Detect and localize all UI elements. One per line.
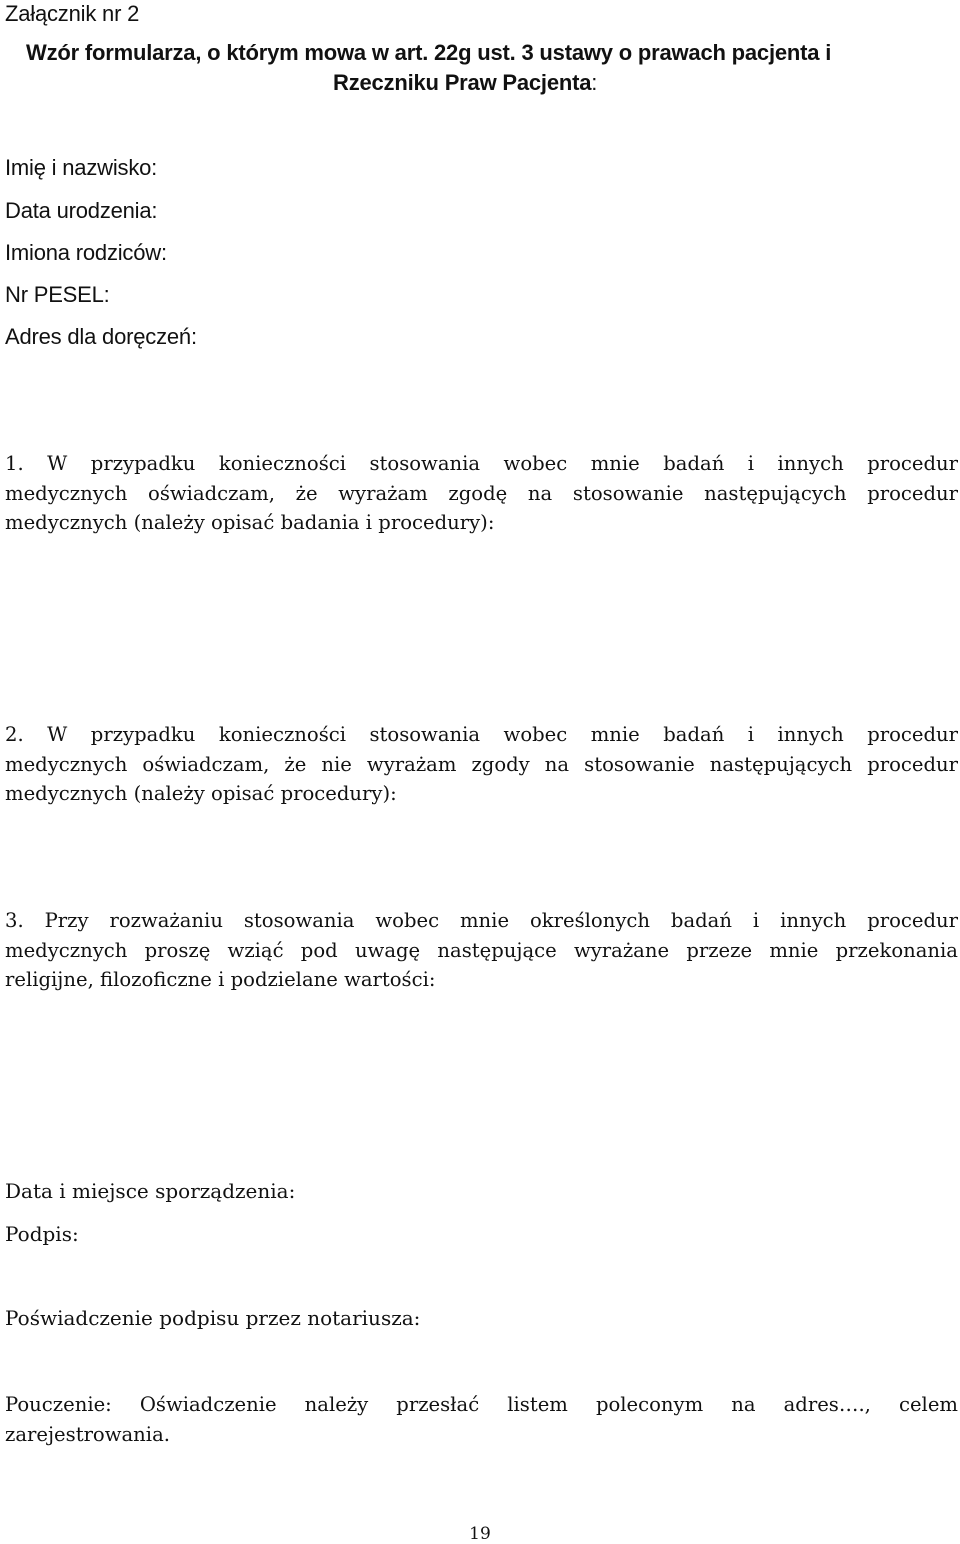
field-name-label: Imię i nazwisko: [5,155,158,180]
field-address-label: Adres dla doręczeń: [5,324,197,349]
section-3-line-1: 3. Przy rozważaniu stosowania wobec mnie określonych badań i innych procedur [5,909,958,932]
page-number: 19 [469,1524,491,1544]
instruction-line-1: Pouczenie: Oświadczenie należy przesłać listem poleconym na adres…., celem [5,1393,958,1416]
section-1-line-2: medycznych oświadczam, że wyrażam zgodę na stosowanie następujących procedur [5,481,958,505]
section-3-beliefs [5,906,958,995]
section-3-line-2: medycznych proszę wziąć pod uwagę następujące wyrażane przeze mnie przekonania [5,938,958,962]
date-place-label: Data i miejsce sporządzenia: [5,1179,296,1203]
annex-label: Załącznik nr 2 [5,1,140,26]
form-title-line-1: Wzór formularza, o którym mowa w art. 22g ust. 3 ustawy o prawach pacjenta i [26,40,832,65]
section-1-line-3: medycznych (należy opisać badania i procedury): [5,511,495,534]
form-title-line-2-bold: Rzeczniku Praw Pacjenta [333,70,592,95]
signature-label: Podpis: [5,1222,79,1246]
form-title-line-2 [333,72,597,94]
form-title-line-2-colon: : [591,70,598,95]
section-2-line-3: medycznych (należy opisać procedury): [5,782,397,805]
field-birth-date-label: Data urodzenia: [5,198,158,223]
section-2-line-2: medycznych oświadczam, że nie wyrażam zgody na stosowanie następujących procedur [5,752,958,776]
section-3-line-3: religijne, filozoficzne i podzielane wartości: [5,968,436,991]
section-2-refusal [5,720,958,809]
section-2-line-1: 2. W przypadku konieczności stosowania wobec mnie badań i innych procedur [5,723,958,746]
instruction-line-2: zarejestrowania. [5,1422,170,1446]
field-parents-names-label: Imiona rodziców: [5,240,167,265]
field-pesel-label: Nr PESEL: [5,282,110,307]
section-1-line-1: 1. W przypadku konieczności stosowania wobec mnie badań i innych procedur [5,452,958,475]
instruction-note [5,1390,958,1449]
notary-label: Poświadczenie podpisu przez notariusza: [5,1306,421,1330]
section-1-consent [5,449,958,538]
